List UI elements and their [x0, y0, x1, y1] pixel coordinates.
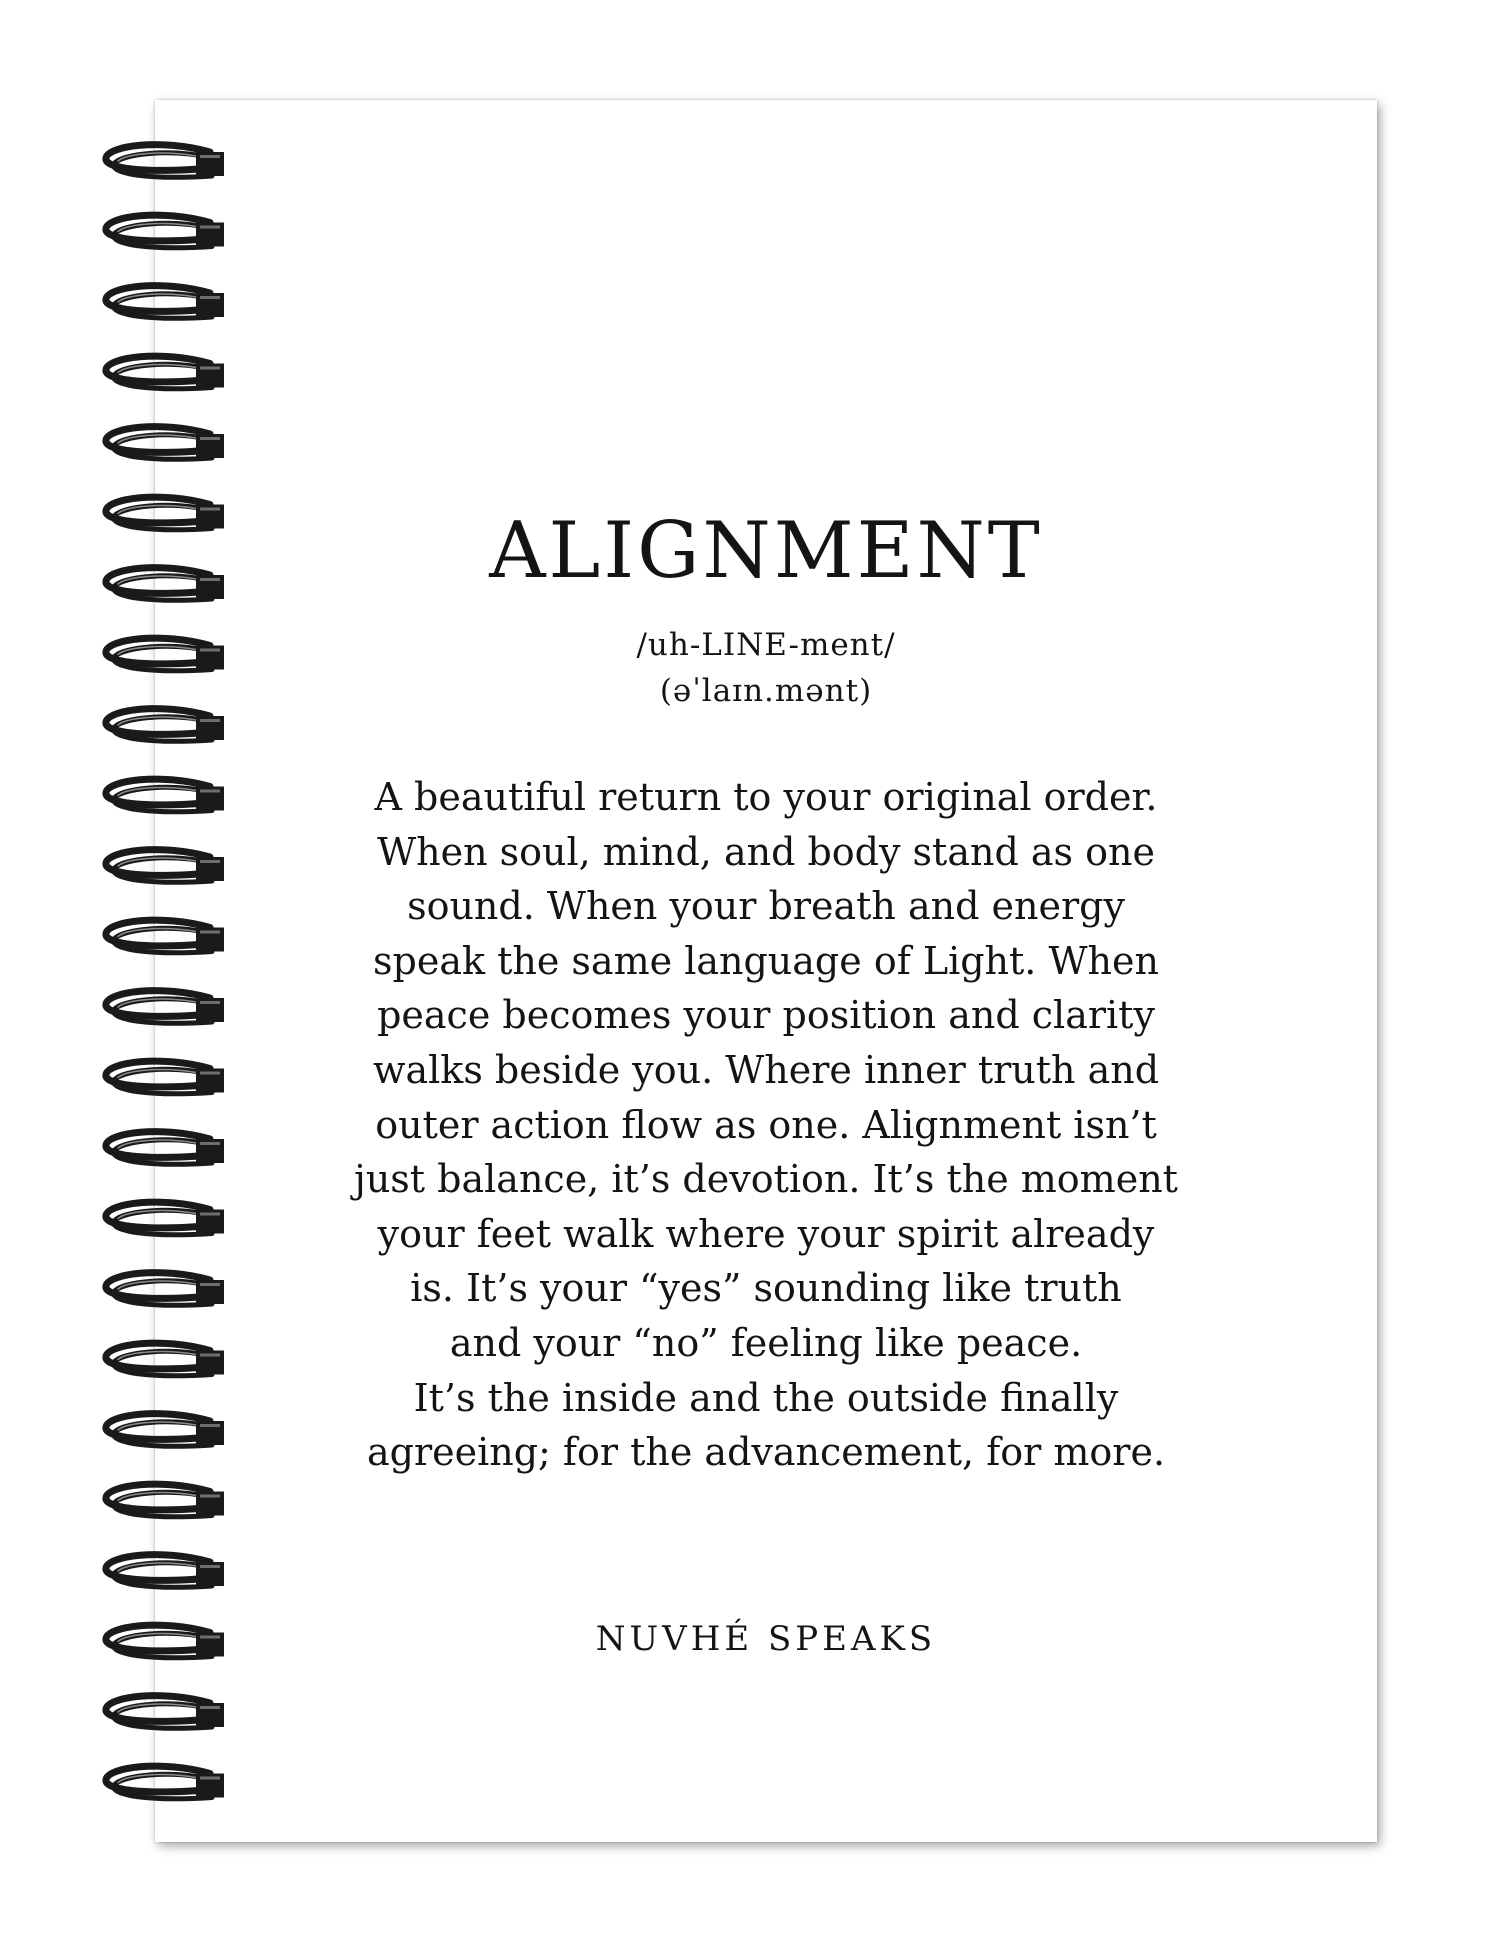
definition-line: outer action flow as one. Alignment isn’t — [375, 1102, 1157, 1147]
definition-line: When soul, mind, and body stand as one — [377, 829, 1155, 874]
definition-line: It’s the inside and the outside finally — [413, 1375, 1119, 1420]
definition-line: speak the same language of Light. When — [373, 938, 1159, 983]
definition-text — [155, 770, 1377, 1480]
word-title: ALIGNMENT — [489, 506, 1043, 596]
definition-line: agreeing; for the advancement, for more. — [366, 1430, 1166, 1475]
definition-line: and your “no” feeling like peace. — [449, 1320, 1083, 1365]
definition-line: is. It’s your “yes” sounding like truth — [410, 1266, 1122, 1311]
ipa-transcription: (əˈlaɪn.mənt) — [659, 673, 873, 709]
cover-content — [155, 100, 1377, 1842]
pronunciation: /uh-LINE-ment/ — [636, 627, 896, 663]
definition-line: just balance, it’s devotion. It’s the moment — [354, 1157, 1178, 1202]
brand-name: NUVHÉ SPEAKS — [595, 1619, 937, 1659]
definition-line: A beautiful return to your original order. — [374, 775, 1158, 819]
definition-line: sound. When your breath and energy — [407, 884, 1125, 929]
definition-line: your feet walk where your spirit already — [377, 1211, 1155, 1256]
definition-line: walks beside you. Where inner truth and — [372, 1047, 1160, 1092]
definition-line: peace becomes your position and clarity — [377, 993, 1155, 1038]
